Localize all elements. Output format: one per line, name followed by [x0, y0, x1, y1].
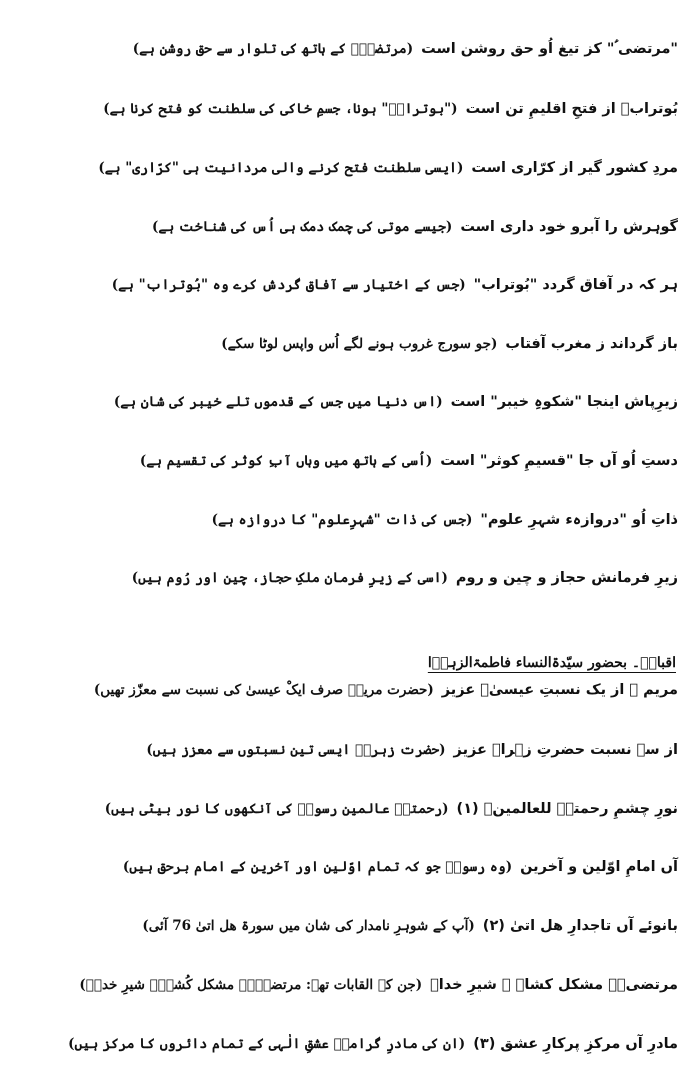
verse-line-3 — [10, 154, 678, 182]
persian-text: آں امامِ اوّلین و آخرین — [520, 859, 678, 875]
verse-line-16 — [10, 971, 678, 999]
persian-text: بُوترابؑ از فتحِ اقلیمِ تن است — [465, 101, 678, 117]
urdu-translation: (جیسے موتی کی چمک دمک ہی اُس کی شناخت ہے) — [152, 219, 453, 235]
persian-text: مریم ؑ از یک نسبتِ عیسیٰؑ عزیز — [441, 682, 678, 698]
verse-line-8 — [10, 447, 678, 475]
persian-text: زیرِپاش اینجا "شکوہِ خیبر" است — [450, 394, 678, 410]
persian-text: مردِ کشور گیر از کرّاری است — [471, 160, 678, 176]
verse-line-5 — [10, 271, 678, 299]
urdu-translation: (اسی کے زیرِ فرمان ملکِ حجاز، چین اور رُوم ہیں) — [131, 570, 448, 586]
persian-text: دستِ اُو آں جا "قسیمِ کوثر" است — [440, 453, 678, 469]
urdu-translation: ("بوترابؑ" ہونا، جسمِ خاکی کی سلطنت کو فتح کرنا ہے) — [103, 101, 458, 117]
verse-line-10 — [10, 564, 678, 592]
persian-text: ہر کہ در آفاق گردد "بُوتراب" — [473, 277, 678, 293]
persian-text: از سہ نسبت حضرتِ زہراؑ عزیز — [453, 742, 678, 758]
urdu-translation: (رحمتہؐ عالمین رسولؐ کی آنکھوں کا نور بیٹی ہیں) — [104, 801, 449, 817]
urdu-translation: (جس کی ذات "شہرِعلوم" کا دروازہ ہے) — [211, 512, 473, 528]
verse-line-6 — [10, 330, 678, 358]
verse-line-2 — [10, 95, 678, 123]
persian-text: باز گرداند ز مغرب آفتاب — [505, 336, 678, 352]
urdu-translation: (مرتضیٰؑ کے ہاتھ کی تلوار سے حق روشن ہے) — [132, 41, 414, 57]
persian-text: مادرِ آں مرکزِ پرکارِ عشق (۳) — [473, 1036, 678, 1052]
urdu-translation: (آپ کے شوہرِ نامدار کی شان میں سورۃ ھل اتیٰ 76 آئی) — [142, 918, 475, 934]
verse-line-12 — [10, 736, 678, 764]
verse-line-17 — [10, 1030, 678, 1058]
persian-text: ذاتِ اُو "دروازہء شہرِ علوم" — [480, 512, 678, 528]
urdu-translation: (اس دنیا میں جس کے قدموں تلے خیبر کی شان ہے) — [113, 394, 443, 410]
urdu-translation: (اُسی کے ہاتھ میں وہاں آبِ کوثر کی تقسیم ہے) — [139, 453, 433, 469]
verse-line-9 — [10, 506, 678, 534]
verse-line-1 — [10, 35, 678, 63]
urdu-translation: (وہ رسولؐ جو کہ تمام اوّلین اور آخرین کے امام برحق ہیں) — [122, 859, 513, 875]
persian-text: مرتضیؑ۔ مشکل کشاؑ ۔ شیرِ خداؑ — [430, 977, 678, 993]
urdu-translation: (حضرت زہراؑ ایسی تین نسبتوں سے معزز ہیں) — [146, 742, 446, 758]
persian-text: بانوئے آں تاجدارِ ھل اتیٰ (۲) — [482, 918, 678, 934]
urdu-translation: (حضرت مریمؑ صرف ایکْ عیسیٰ کی نسبت سے معزّز تھیں) — [93, 682, 434, 698]
section-heading: اقبالؒ۔ بحضور سیّدۃالنساء فاطمۃالزہرؑا — [427, 655, 676, 671]
urdu-translation: (ایسی سلطنت فتح کرنے والی مردانیت ہی "کرّاری" ہے) — [98, 160, 464, 176]
persian-text: "مرتضی ؑ" کز تیغ اُو حق روشن است — [421, 41, 678, 57]
verse-line-13 — [10, 795, 678, 823]
urdu-translation: (جن کے القابات تھے: مرتضیٰؑ۔ مشکل کُشاؑ۔ شیرِ خداؑ) — [79, 977, 423, 993]
verse-line-11 — [10, 676, 678, 704]
verse-line-15 — [10, 912, 678, 940]
persian-text: گوہرش را آبرو خود داری است — [460, 219, 678, 235]
verse-line-14 — [10, 853, 678, 881]
urdu-translation: (ان کی مادرِ گرامیؑ عشقِ الٰہی کے تمام دائروں کا مرکز ہیں) — [68, 1036, 466, 1052]
verse-line-4 — [10, 213, 678, 241]
persian-text: نورِ چشمِ رحمتہؐ للعالمینؐ (۱) — [456, 801, 678, 817]
urdu-translation: (جو سورج غروب ہونے لگے اُس واپس لوٹا سکے) — [221, 336, 498, 352]
persian-text: زیرِ فرمانش حجاز و چین و روم — [455, 570, 678, 586]
verse-line-7 — [10, 388, 678, 416]
urdu-translation: (جس کے اختیار سے آفاق گردش کرے وہ "بُوتراب" ہے) — [111, 277, 466, 293]
